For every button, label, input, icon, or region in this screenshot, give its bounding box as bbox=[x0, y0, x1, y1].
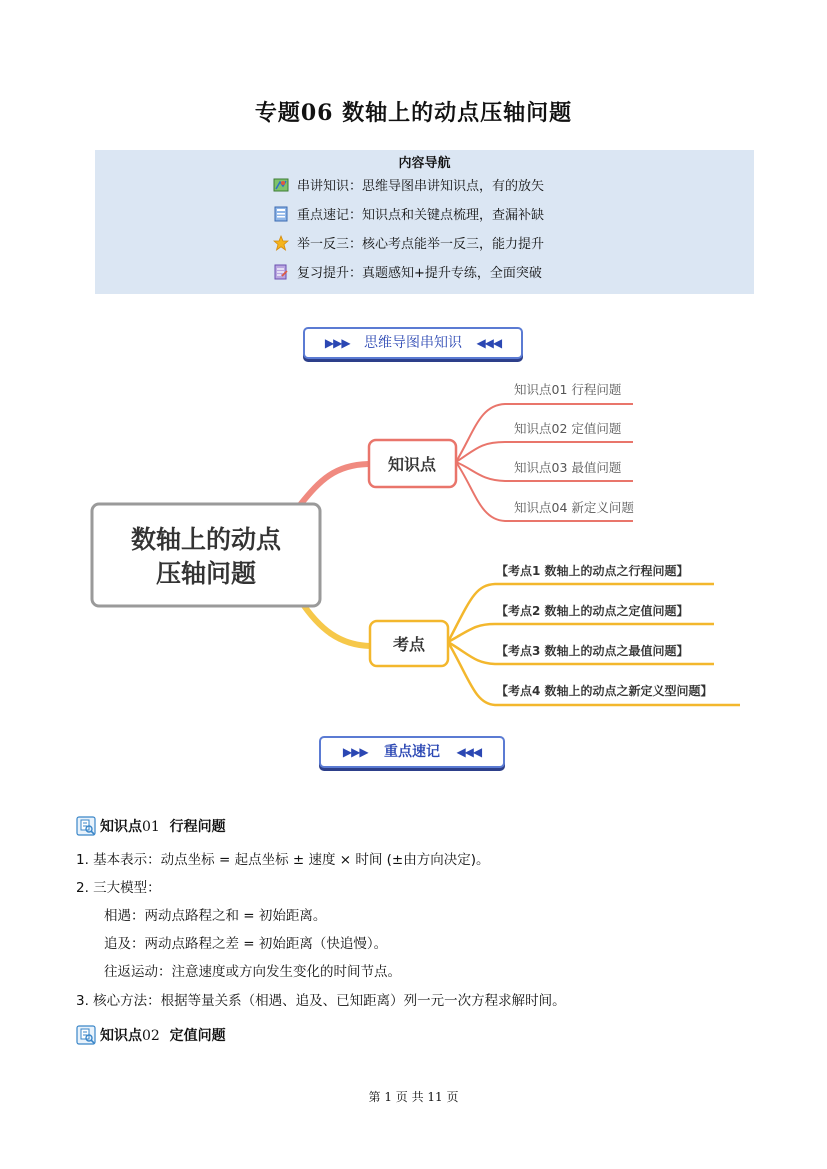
mindmap-banner-label: 思维导图串知识 bbox=[364, 335, 462, 351]
nav-item-practice bbox=[273, 235, 544, 255]
keypoints-banner-label: 重点速记 bbox=[384, 744, 440, 760]
nav-item-text: 举一反三：核心考点能举一反三，能力提升 bbox=[297, 237, 545, 252]
exam-leaf: 【考点4 数轴上的动点之新定义型问题】 bbox=[496, 684, 713, 698]
right-arrows-icon: ▶▶▶ bbox=[324, 336, 350, 350]
section1-line: 往返运动：注意速度或方向发生变化的时间节点。 bbox=[104, 964, 401, 980]
section1-line: 2. 三大模型： bbox=[76, 880, 161, 896]
knowledge-point-icon bbox=[76, 816, 96, 836]
keypoints-banner bbox=[319, 736, 505, 768]
review-doc-icon bbox=[273, 264, 289, 280]
mindmap-root-line2: 压轴问题 bbox=[155, 559, 257, 588]
right-arrows-icon: ▶▶▶ bbox=[342, 745, 368, 759]
knowledge-point-icon bbox=[76, 1025, 96, 1045]
nav-item-text: 串讲知识：思维导图串讲知识点，有的放矢 bbox=[297, 179, 545, 194]
nav-item-review bbox=[273, 264, 542, 284]
star-icon bbox=[273, 235, 289, 251]
exam-leaf-line bbox=[448, 624, 714, 642]
mindmap-root-line1: 数轴上的动点 bbox=[130, 525, 282, 554]
section1-line: 追及：两动点路程之差 = 初始距离（快追慢）。 bbox=[104, 936, 388, 952]
mind-map bbox=[0, 370, 827, 720]
mindmap-root-node bbox=[92, 504, 320, 606]
page-footer: 第 1 页 共 11 页 bbox=[368, 1090, 459, 1104]
section1-line: 1. 基本表示：动点坐标 = 起点坐标 ± 速度 × 时间 (±由方向决定)。 bbox=[76, 852, 490, 868]
knowledge-leaf: 知识点02 定值问题 bbox=[514, 421, 622, 436]
knowledge-leaf: 知识点04 新定义问题 bbox=[514, 500, 634, 515]
nav-heading: 内容导航 bbox=[398, 156, 451, 171]
nav-item-mindmap bbox=[273, 177, 544, 197]
page-title: 专题06 数轴上的动点压轴问题 bbox=[254, 100, 573, 126]
nav-item-text: 复习提升：真题感知+提升专练，全面突破 bbox=[297, 266, 542, 281]
section-heading-02 bbox=[76, 1025, 226, 1046]
mindmap-branch-knowledge-label: 知识点 bbox=[387, 455, 437, 474]
knowledge-leaf: 知识点01 行程问题 bbox=[514, 382, 622, 397]
nav-item-text: 重点速记：知识点和关键点梳理，查漏补缺 bbox=[297, 208, 545, 223]
mindmap-banner bbox=[303, 327, 523, 359]
section-number: 01 bbox=[142, 819, 160, 835]
section-prefix: 知识点 bbox=[100, 819, 142, 835]
section-title: 行程问题 bbox=[169, 819, 226, 835]
left-arrows-icon: ◀◀◀ bbox=[456, 745, 482, 759]
section-heading-01 bbox=[76, 816, 226, 837]
knowledge-leaf: 知识点03 最值问题 bbox=[514, 460, 622, 475]
section-number: 02 bbox=[142, 1028, 160, 1044]
section-title: 定值问题 bbox=[169, 1028, 226, 1044]
section1-line: 相遇：两动点路程之和 = 初始距离。 bbox=[104, 908, 327, 924]
connector-knowledge bbox=[300, 464, 368, 505]
knowledge-leaf-line bbox=[456, 442, 633, 462]
mindmap-branch-exam-label: 考点 bbox=[392, 635, 426, 654]
map-icon bbox=[273, 177, 289, 193]
exam-leaf: 【考点2 数轴上的动点之定值问题】 bbox=[496, 604, 689, 618]
exam-leaf: 【考点1 数轴上的动点之行程问题】 bbox=[496, 564, 689, 578]
left-arrows-icon: ◀◀◀ bbox=[476, 336, 502, 350]
nav-item-keypoints bbox=[273, 206, 544, 226]
section-prefix: 知识点 bbox=[100, 1028, 142, 1044]
section1-line: 3. 核心方法：根据等量关系（相遇、追及、已知距离）列一元一次方程求解时间。 bbox=[76, 993, 566, 1009]
notebook-icon bbox=[273, 206, 289, 222]
exam-leaf: 【考点3 数轴上的动点之最值问题】 bbox=[496, 644, 689, 658]
content-navigation-box bbox=[95, 150, 754, 294]
